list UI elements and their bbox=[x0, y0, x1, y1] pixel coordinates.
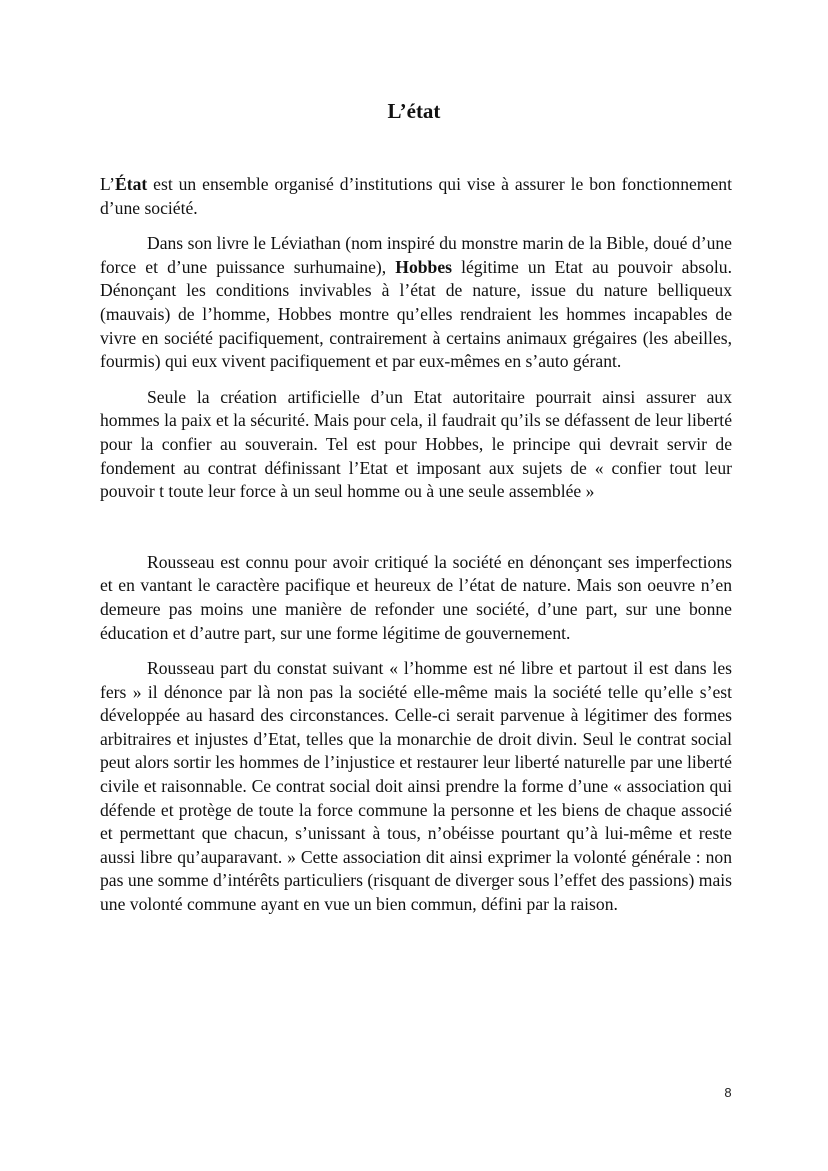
paragraph-text: L’ bbox=[100, 174, 115, 194]
paragraph-text: légitime un Etat au pouvoir absolu. Dénonçant les conditions invivables à l’état de nature, issue du nature belliqueux (mauvais) de l’homme, Hobbes montre qu’elles rendraient les hommes incapables de vivre en société pacifiquement, contrairement à certains animaux grégaires (les abeilles, fourmis) qui eux vivent pacifiquement et par eux-mêmes en s’auto gérant. bbox=[100, 256, 732, 372]
page-title: L’état bbox=[387, 99, 441, 123]
bold-term-etat: État bbox=[115, 174, 148, 194]
paragraph-text: Dans son livre le Léviathan (nom inspiré du monstre marin de la Bible, doué d’une force et d’une puissance surhumaine), bbox=[100, 233, 732, 277]
paragraph-text: est un ensemble organisé d’institutions qui vise à assurer le bon fonctionnement d’une société. bbox=[100, 174, 732, 218]
page-number: 8 bbox=[724, 1085, 732, 1100]
paragraph-rousseau-societe: Rousseau est connu pour avoir critiqué la société en dénonçant ses imperfections et en vantant le caractère pacifique et heureux de l’état de nature. Mais son oeuvre n’en demeure pas moins une manière de refonder une société, d’une part, sur une bonne éducation et d’autre part, sur une forme légitime de gouvernement. bbox=[100, 551, 732, 643]
paragraph-hobbes-leviathan bbox=[100, 232, 732, 374]
paragraph-rousseau-contrat-social: Rousseau part du constat suivant « l’homme est né libre et partout il est dans les fers » il dénonce par là non pas la société elle-même mais la société telle qu’elle s’est développée au hasard des circonstances. Celle-ci serait parvenue à légitimer des formes arbitraires et injustes d’Etat, telles que la monarchie de droit divin. Seul le contrat social peut alors sortir les hommes de l’injustice et restaurer leur liberté naturelle par une liberté civile et raisonnable. Ce contrat social doit ainsi prendre la forme d’une « association qui défende et protège de toute la force commune la personne et les biens de chaque associé et permettant que chacun, s’unissant à tous, n’obéisse pourtant qu’à lui-même et reste aussi libre qu’auparavant. » Cette association dit ainsi exprimer la volonté générale : non pas une somme d’intérêts particuliers (risquant de diverger sous l’effet des passions) mais une volonté commune ayant en vue un bien commun, défini par la raison. bbox=[100, 658, 732, 915]
document-body bbox=[100, 173, 732, 929]
bold-term-hobbes: Hobbes bbox=[395, 256, 452, 277]
paragraph-hobbes-contrat: Seule la création artificielle d’un Etat autoritaire pourrait ainsi assurer aux hommes la paix et la sécurité. Mais pour cela, il faudrait qu’ils se défassent de leur liberté pour la confier au souverain. Tel est pour Hobbes, le principe qui devrait servir de fondement au contrat définissant l’Etat et imposant aux sujets de « confier tout leur pouvoir t toute leur force à un seul homme ou à une seule assemblée » bbox=[100, 386, 732, 502]
paragraph-definition-etat bbox=[100, 173, 732, 220]
